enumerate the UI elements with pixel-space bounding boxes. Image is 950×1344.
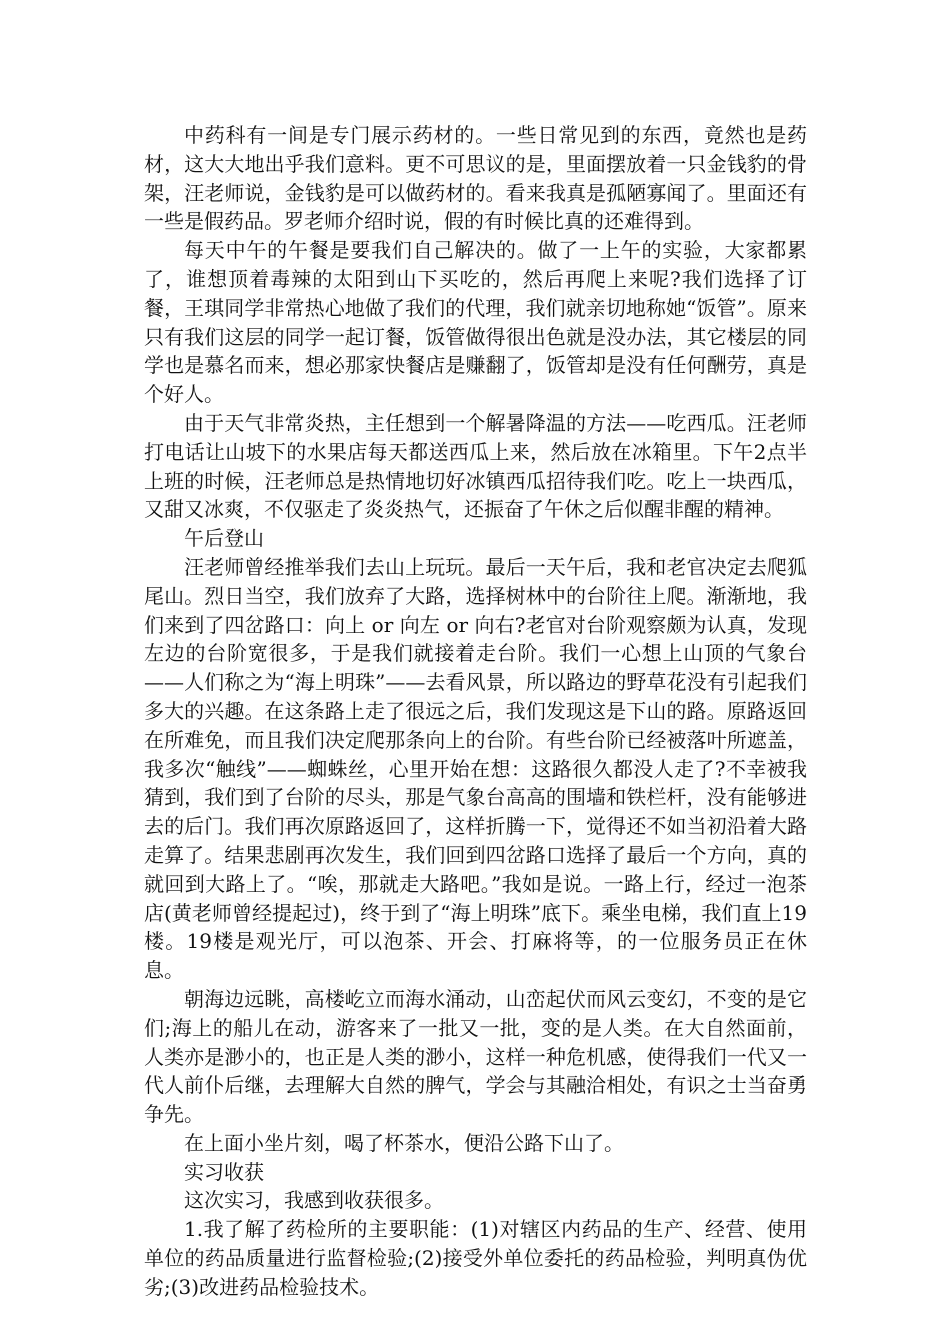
paragraph-tea: 在上面小坐片刻，喝了杯茶水，便沿公路下山了。 xyxy=(184,1130,624,1155)
paragraph-gains-intro: 这次实习，我感到收获很多。 xyxy=(184,1188,444,1213)
paragraph-medicine-exhibit: 中药科有一间是专门展示药材的。一些日常见到的东西，竟然也是药材，这大大地出乎我们意料。更不可思议的是，里面摆放着一只金钱豹的骨架，汪老师说，金钱豹是可以做药材的。看来我真是孤陋寡闻了。里面还有一些是假药品。罗老师介绍时说，假的有时候比真的还难得到。 xyxy=(144,123,807,234)
document-page xyxy=(144,121,807,1302)
section-heading-gains: 实习收获 xyxy=(184,1159,264,1184)
section-heading-hiking: 午后登山 xyxy=(184,526,264,551)
paragraph-watermelon: 由于天气非常炎热，主任想到一个解暑降温的方法——吃西瓜。汪老师打电话让山坡下的水果店每天都送西瓜上来，然后放在冰箱里。下午2点半上班的时候，汪老师总是热情地切好冰镇西瓜招待我们吃。吃上一块西瓜，又甜又冰爽，不仅驱走了炎炎热气，还振奋了午休之后似醒非醒的精神。 xyxy=(144,410,807,522)
paragraph-gains-item-1: 1.我了解了药检所的主要职能：(1)对辖区内药品的生产、经营、使用单位的药品质量进行监督检验;(2)接受外单位委托的药品检验，判明真伪优劣;(3)改进药品检验技术。 xyxy=(144,1217,807,1299)
paragraph-hiking: 汪老师曾经推举我们去山上玩玩。最后一天午后，我和老官决定去爬狐尾山。烈日当空，我们放弃了大路，选择树林中的台阶往上爬。渐渐地，我们来到了四岔路口：向上 or 向左 or 向右?老官对台阶观察颇为认真，发现左边的台阶宽很多，于是我们就接着走台阶。我们一心想上山顶的气象台——人们称之为“海上明珠”——去看风景，所以路边的野草花没有引起我们多大的兴趣。在这条路上走了很远之后，我们发现这是下山的路。原路返回在所难免，而且我们决定爬那条向上的台阶。有些台阶已经被落叶所遮盖，我多次“触线”——蜘蛛丝，心里开始在想：这路很久都没人走了?不幸被我猜到，我们到了台阶的尽头，那是气象台高高的围墙和铁栏杆，没有能够进去的后门。我们再次原路返回了，这样折腾一下，觉得还不如当初沿着大路走算了。结果悲剧再次发生，我们回到四岔路口选择了最后一个方向，真的就回到大路上了。“唉，那就走大路吧。”我如是说。一路上行，经过一泡茶店(黄老师曾经提起过)，终于到了“海上明珠”底下。乘坐电梯，我们直上19楼。19楼是观光厅，可以泡茶、开会、打麻将等，的一位服务员正在休息。 xyxy=(144,554,807,983)
paragraph-lunch: 每天中午的午餐是要我们自己解决的。做了一上午的实验，大家都累了，谁想顶着毒辣的太阳到山下买吃的，然后再爬上来呢?我们选择了订餐，王琪同学非常热心地做了我们的代理，我们就亲切地称她“饭管”。原来只有我们这层的同学一起订餐，饭管做得很出色就是没办法，其它楼层的同学也是慕名而来，想必那家快餐店是赚翻了，饭管却是没有任何酬劳，真是个好人。 xyxy=(144,238,807,407)
paragraph-sea-view: 朝海边远眺，高楼屹立而海水涌动，山峦起伏而风云变幻，不变的是它们;海上的船儿在动，游客来了一批又一批，变的是人类。在大自然面前，人类亦是渺小的，也正是人类的渺小，这样一种危机感，使得我们一代又一代人前仆后继，去理解大自然的脾气，学会与其融洽相处，有识之士当奋勇争先。 xyxy=(144,986,807,1127)
